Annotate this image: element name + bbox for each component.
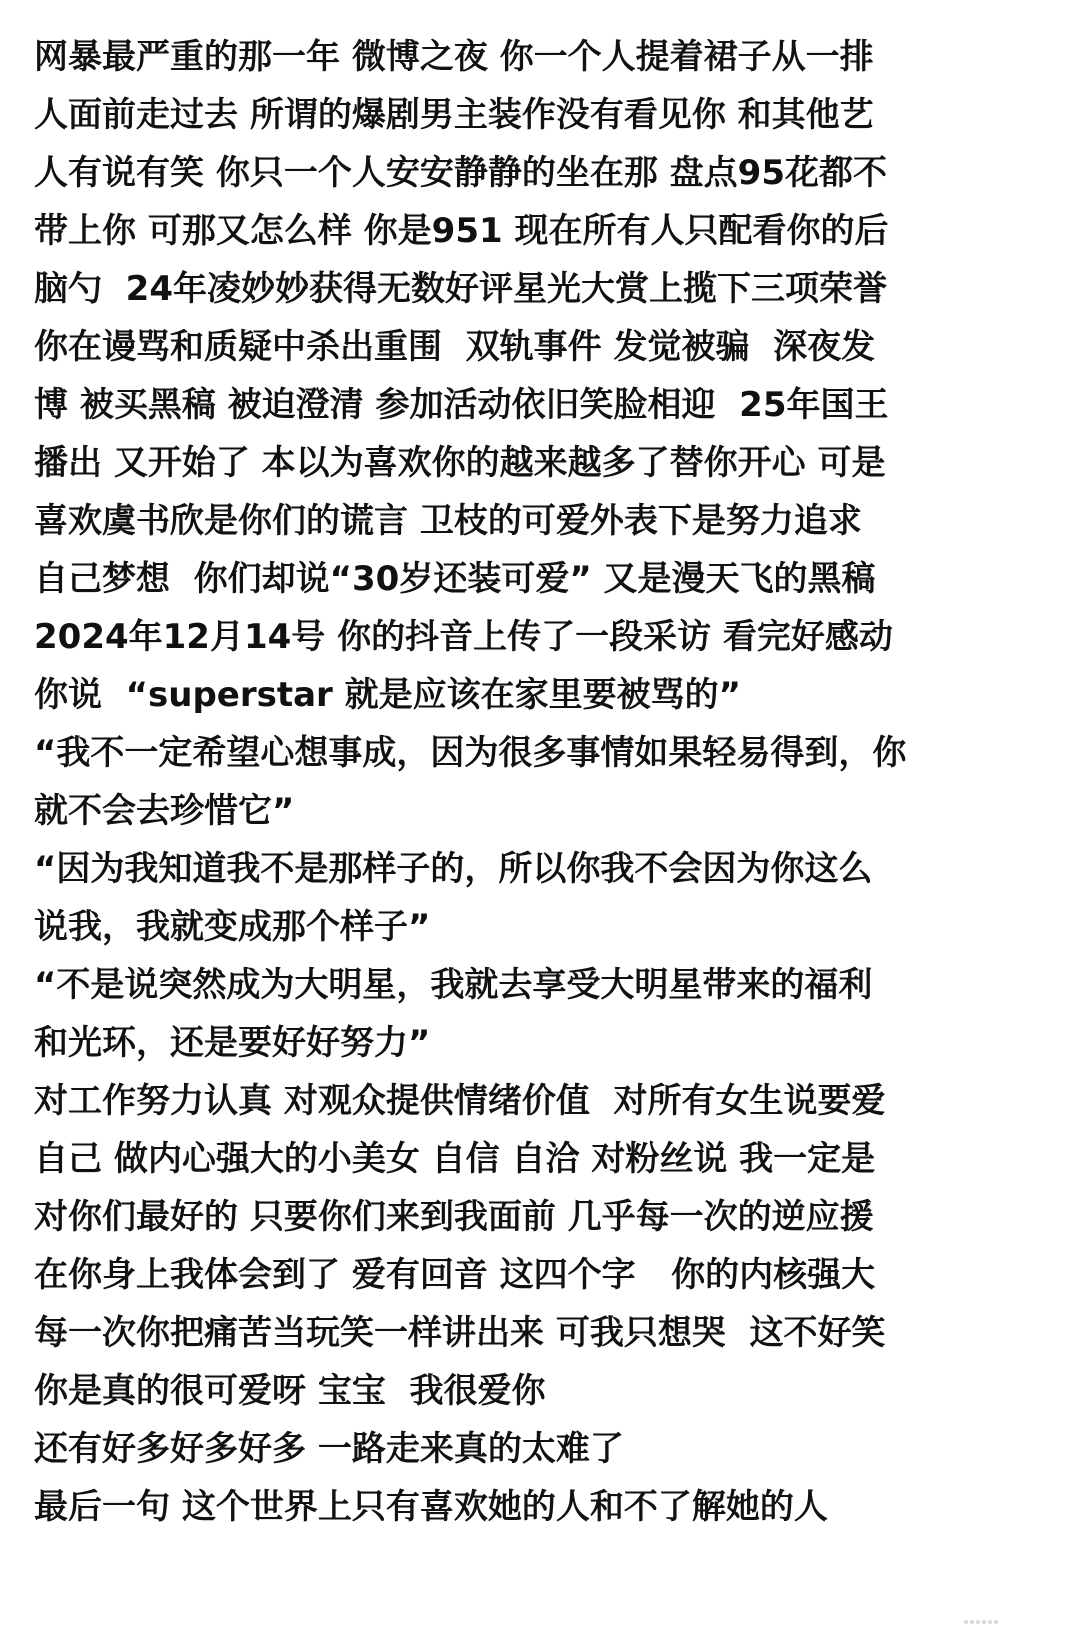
text-line: 在你身上我体会到了 爱有回音 这四个字 你的内核强大 <box>34 1255 876 1295</box>
quote-line: “不是说突然成为大明星，我就去享受大明星带来的福利 <box>34 965 873 1005</box>
text-line: 博 被买黑稿 被迫澄清 参加活动依旧笑脸相迎 25年国王 <box>34 385 889 425</box>
text-line: 人面前走过去 所谓的爆剧男主装作没有看见你 和其他艺 <box>34 95 874 135</box>
watermark-dots-icon <box>964 1611 1010 1625</box>
quote-line: 说我，我就变成那个样子” <box>34 907 431 947</box>
text-line: 网暴最严重的那一年 微博之夜 你一个人提着裙子从一排 <box>34 37 874 77</box>
closing-line: 最后一句 这个世界上只有喜欢她的人和不了解她的人 <box>34 1487 828 1527</box>
text-line: 你在谩骂和质疑中杀出重围 双轨事件 发觉被骗 深夜发 <box>34 327 876 367</box>
text-line: 对你们最好的 只要你们来到我面前 几乎每一次的逆应援 <box>34 1197 874 1237</box>
text-line: 还有好多好多好多 一路走来真的太难了 <box>34 1429 624 1469</box>
text-line: 对工作努力认真 对观众提供情绪价值 对所有女生说要爱 <box>34 1081 886 1121</box>
text-line: 你是真的很可爱呀 宝宝 我很爱你 <box>34 1371 546 1411</box>
quote-line: 就不会去珍惜它” <box>34 791 295 831</box>
text-line: 喜欢虞书欣是你们的谎言 卫枝的可爱外表下是努力追求 <box>34 501 862 541</box>
text-line: 播出 又开始了 本以为喜欢你的越来越多了替你开心 可是 <box>34 443 886 483</box>
quote-line: “我不一定希望心想事成，因为很多事情如果轻易得到，你 <box>34 733 907 773</box>
text-line: 每一次你把痛苦当玩笑一样讲出来 可我只想哭 这不好笑 <box>34 1313 886 1353</box>
text-line: 自己 做内心强大的小美女 自信 自洽 对粉丝说 我一定是 <box>34 1139 876 1179</box>
text-line: 脑勺 24年凌妙妙获得无数好评星光大赏上揽下三项荣誉 <box>34 269 887 309</box>
text-line: 人有说有笑 你只一个人安安静静的坐在那 盘点95花都不 <box>34 153 887 193</box>
text-line: 你说 “superstar 就是应该在家里要被骂的” <box>34 675 742 715</box>
quote-line: 和光环，还是要好好努力” <box>34 1023 431 1063</box>
text-line: 自己梦想 你们却说“30岁还装可爱” 又是漫天飞的黑稿 <box>34 559 876 599</box>
text-line: 带上你 可那又怎么样 你是951 现在所有人只配看你的后 <box>34 211 889 251</box>
quote-line: “因为我知道我不是那样子的，所以你我不会因为你这么 <box>34 849 873 889</box>
text-line: 2024年12月14号 你的抖音上传了一段采访 看完好感动 <box>34 617 893 657</box>
